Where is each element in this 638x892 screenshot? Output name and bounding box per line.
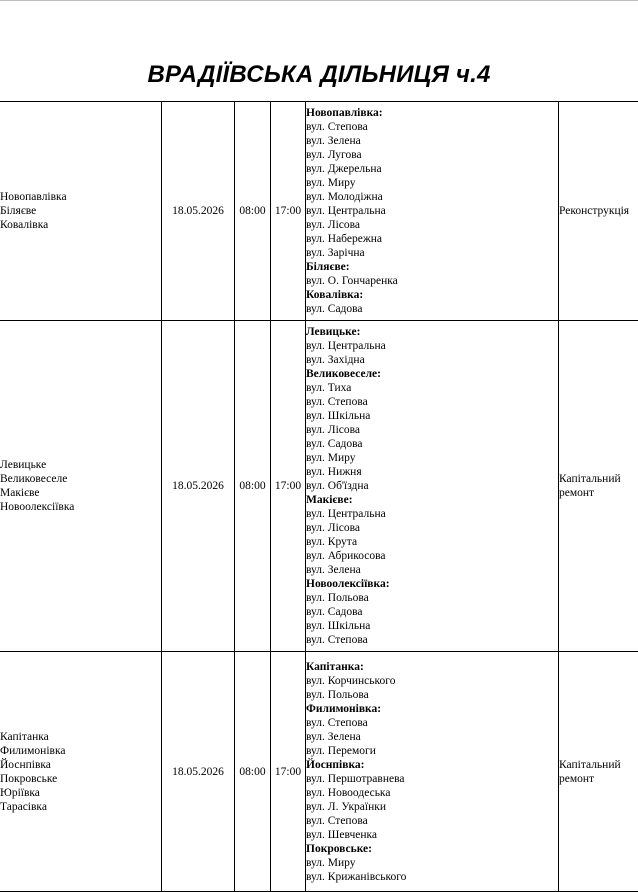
date-text: 18.05.2026	[162, 479, 234, 493]
street-item: вул. Зарічна	[306, 246, 558, 260]
table-row	[0, 102, 638, 321]
village-heading: Капітанка:	[306, 660, 558, 674]
street-item: вул. Шкільна	[306, 409, 558, 423]
village-heading: Ковалівка:	[306, 288, 558, 302]
village-heading: Левицьке:	[306, 325, 558, 339]
table-row	[0, 652, 638, 892]
street-item: вул. Абрикосова	[306, 549, 558, 563]
street-item: вул. Польова	[306, 591, 558, 605]
end-time-text: 17:00	[271, 479, 305, 493]
settlement-name: Біляєве	[0, 204, 161, 218]
street-item: вул. Набережна	[306, 232, 558, 246]
village-heading: Йоснпівка:	[306, 758, 558, 772]
street-item: вул. Лісова	[306, 218, 558, 232]
start-time-cell	[235, 102, 271, 321]
end-time-text: 17:00	[271, 765, 305, 779]
street-item: вул. Миру	[306, 176, 558, 190]
reason-cell	[559, 652, 638, 892]
date-text: 18.05.2026	[162, 765, 234, 779]
street-item: вул. О. Гончаренка	[306, 274, 558, 288]
village-heading: Великовеселе:	[306, 367, 558, 381]
settlement-name: Левицьке	[0, 458, 161, 472]
street-item: вул. Західна	[306, 353, 558, 367]
settlements-cell	[0, 652, 162, 892]
street-item: вул. Крижанівського	[306, 870, 558, 884]
table-row	[0, 321, 638, 652]
street-item: вул. Тиха	[306, 381, 558, 395]
date-cell	[162, 321, 235, 652]
street-item: вул. Джерельна	[306, 162, 558, 176]
settlement-name: Новопавлівка	[0, 190, 161, 204]
streets-cell	[306, 652, 559, 892]
settlements-cell	[0, 102, 162, 321]
street-item: вул. Степова	[306, 716, 558, 730]
village-heading: Покровське:	[306, 842, 558, 856]
end-time-cell	[271, 652, 306, 892]
street-item: вул. Крута	[306, 535, 558, 549]
start-time-cell	[235, 321, 271, 652]
start-time-text: 08:00	[235, 479, 270, 493]
street-item: вул. Польова	[306, 688, 558, 702]
village-heading: Біляєве:	[306, 260, 558, 274]
street-item: вул. Степова	[306, 395, 558, 409]
street-item: вул. Корчинського	[306, 674, 558, 688]
street-item: вул. Степова	[306, 814, 558, 828]
street-item: вул. Перемоги	[306, 744, 558, 758]
settlement-name: Макієве	[0, 486, 161, 500]
settlement-name: Йоснпівка	[0, 758, 161, 772]
street-item: вул. Садова	[306, 605, 558, 619]
street-item: вул. Нижня	[306, 465, 558, 479]
streets-cell	[306, 102, 559, 321]
reason-text: ремонт	[559, 772, 638, 786]
reason-cell	[559, 102, 638, 321]
reason-text: Капітальний	[559, 472, 638, 486]
street-item: вул. Миру	[306, 856, 558, 870]
street-item: вул. Новоодеська	[306, 786, 558, 800]
end-time-cell	[271, 102, 306, 321]
street-item: вул. Лугова	[306, 148, 558, 162]
street-item: вул. Центральна	[306, 339, 558, 353]
settlement-name: Тарасівка	[0, 800, 161, 814]
street-item: вул. Миру	[306, 451, 558, 465]
street-item: вул. Лісова	[306, 423, 558, 437]
street-item: вул. Зелена	[306, 563, 558, 577]
start-time-text: 08:00	[235, 204, 270, 218]
street-item: вул. Степова	[306, 633, 558, 647]
settlement-name: Покровське	[0, 772, 161, 786]
start-time-text: 08:00	[235, 765, 270, 779]
street-item: вул. Центральна	[306, 507, 558, 521]
street-item: вул. Об'їздна	[306, 479, 558, 493]
street-item: вул. Молодіжна	[306, 190, 558, 204]
street-item: вул. Першотравнева	[306, 772, 558, 786]
date-text: 18.05.2026	[162, 204, 234, 218]
settlement-name: Капітанка	[0, 730, 161, 744]
settlement-name: Юріївка	[0, 786, 161, 800]
street-item: вул. Садова	[306, 302, 558, 316]
village-heading: Новопавлівка:	[306, 106, 558, 120]
reason-text: Реконструкція	[559, 204, 638, 218]
end-time-cell	[271, 321, 306, 652]
street-item: вул. Зелена	[306, 730, 558, 744]
settlement-name: Великовеселе	[0, 472, 161, 486]
settlement-name: Филимонівка	[0, 744, 161, 758]
top-divider	[0, 0, 638, 1]
reason-text: ремонт	[559, 486, 638, 500]
street-item: вул. Зелена	[306, 134, 558, 148]
streets-cell	[306, 321, 559, 652]
settlement-name: Ковалівка	[0, 218, 161, 232]
page-title: ВРАДІЇВСЬКА ДІЛЬНИЦЯ ч.4	[0, 60, 638, 90]
outage-schedule-table	[0, 101, 638, 892]
date-cell	[162, 102, 235, 321]
settlements-cell	[0, 321, 162, 652]
street-item: вул. Центральна	[306, 204, 558, 218]
street-item: вул. Садова	[306, 437, 558, 451]
street-item: вул. Степова	[306, 120, 558, 134]
date-cell	[162, 652, 235, 892]
reason-text: Капітальний	[559, 758, 638, 772]
street-item: вул. Лісова	[306, 521, 558, 535]
start-time-cell	[235, 652, 271, 892]
village-heading: Филимонівка:	[306, 702, 558, 716]
settlement-name: Новоолексіївка	[0, 500, 161, 514]
street-item: вул. Шевченка	[306, 828, 558, 842]
reason-cell	[559, 321, 638, 652]
village-heading: Новоолексіївка:	[306, 577, 558, 591]
village-heading: Макієве:	[306, 493, 558, 507]
street-item: вул. Шкільна	[306, 619, 558, 633]
end-time-text: 17:00	[271, 204, 305, 218]
street-item: вул. Л. Українки	[306, 800, 558, 814]
